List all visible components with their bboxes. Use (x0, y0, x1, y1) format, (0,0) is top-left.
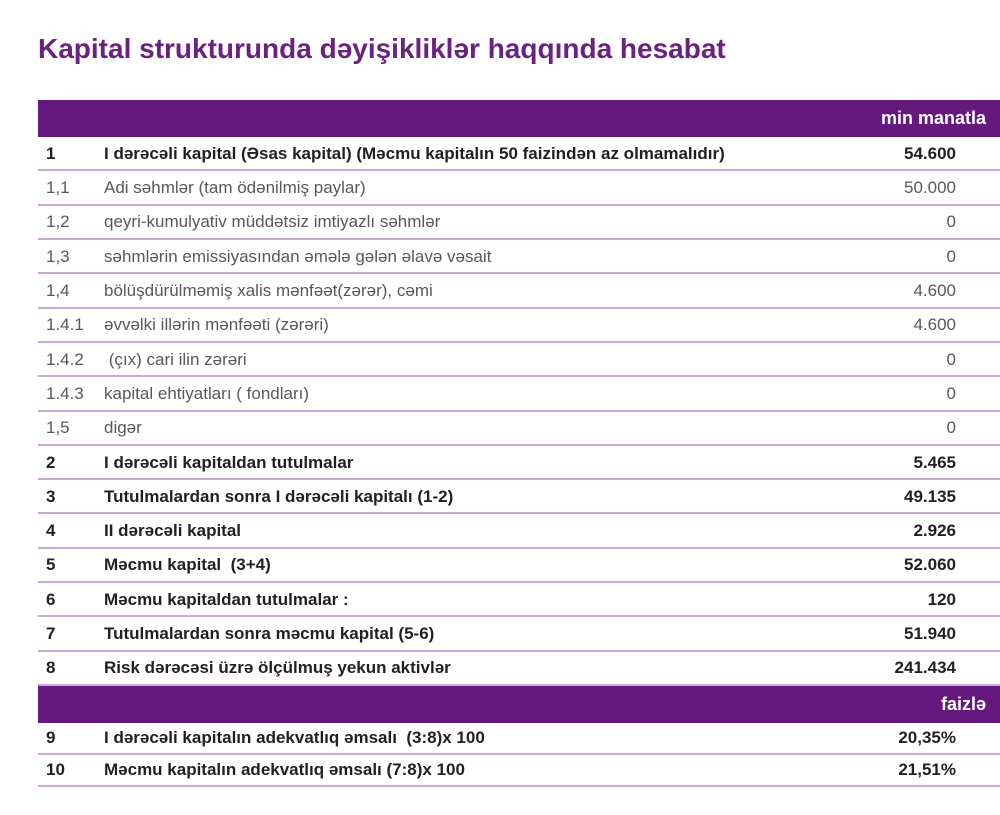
table-row (38, 377, 1000, 411)
row-label: Risk dərəcəsi üzrə ölçülmuş yekun aktivlər (104, 658, 451, 678)
row-number: 10 (46, 760, 65, 780)
table-row (38, 240, 1000, 274)
table-row (38, 274, 1000, 308)
unit-header-bar (38, 100, 1000, 137)
row-number: 1.4.3 (46, 383, 84, 403)
table-row (38, 514, 1000, 548)
row-value: 20,35% (898, 728, 956, 748)
row-number: 2 (46, 452, 56, 472)
row-number: 7 (46, 623, 56, 643)
row-value: 4.600 (913, 315, 956, 335)
row-number: 8 (46, 658, 56, 678)
row-label: səhmlərin emissiyasından əmələ gələn əlavə vəsait (104, 246, 492, 266)
row-value: 241.434 (894, 658, 956, 678)
table-row (38, 309, 1000, 343)
percent-header-label: faizlə (940, 693, 986, 714)
row-value: 50.000 (904, 178, 956, 198)
table-row (38, 583, 1000, 617)
row-label: kapital ehtiyatları ( fondları) (104, 383, 310, 403)
row-value: 52.060 (904, 555, 956, 575)
row-label: I dərəcəli kapitalın adekvatlıq əmsalı (3:8)x 100 (104, 728, 485, 748)
row-value: 49.135 (904, 486, 956, 506)
row-number: 6 (46, 589, 56, 609)
row-value: 21,51% (898, 760, 956, 780)
row-value: 0 (946, 383, 956, 403)
row-label: I dərəcəli kapitaldan tutulmalar (104, 452, 354, 472)
row-label: Adi səhmlər (tam ödənilmiş paylar) (104, 178, 366, 198)
row-number: 3 (46, 486, 56, 506)
row-number: 5 (46, 555, 56, 575)
row-label: Məcmu kapitaldan tutulmalar : (104, 589, 349, 609)
row-number: 1,2 (46, 212, 70, 232)
row-number: 4 (46, 521, 56, 541)
row-label: qeyri-kumulyativ müddətsiz imtiyazlı səhmlər (104, 212, 441, 232)
row-number: 9 (46, 728, 56, 748)
table-row (38, 617, 1000, 651)
row-label: bölüşdürülməmiş xalis mənfəət(zərər), cəmi (104, 281, 433, 301)
row-number: 1 (46, 143, 56, 163)
table-row (38, 343, 1000, 377)
row-label: əvvəlki illərin mənfəəti (zərəri) (104, 315, 329, 335)
row-label: (çıx) cari ilin zərəri (104, 349, 247, 369)
row-value: 0 (946, 246, 956, 266)
table-row (38, 549, 1000, 583)
row-value: 54.600 (904, 143, 956, 163)
unit-header-label: min manatla (880, 108, 986, 129)
page-title: Kapital strukturunda dəyişikliklər haqqında hesabat (38, 33, 726, 64)
row-number: 1,5 (46, 418, 70, 438)
row-label: II dərəcəli kapital (104, 521, 242, 541)
row-label: Tutulmalardan sonra I dərəcəli kapitalı (1-2) (104, 486, 454, 506)
row-value: 0 (946, 212, 956, 232)
main-rows-section (38, 137, 1000, 686)
percent-header-bar (38, 686, 1000, 723)
table-row (38, 412, 1000, 446)
table-row (38, 171, 1000, 205)
row-number: 1.4.2 (46, 349, 84, 369)
row-value: 2.926 (913, 521, 956, 541)
row-value: 51.940 (904, 623, 956, 643)
row-number: 1.4.1 (46, 315, 84, 335)
row-value: 0 (946, 349, 956, 369)
row-value: 4.600 (913, 281, 956, 301)
row-value: 0 (946, 418, 956, 438)
table-row (38, 480, 1000, 514)
capital-structure-table (38, 100, 1000, 787)
table-row (38, 723, 1000, 755)
row-label: I dərəcəli kapital (Əsas kapital) (Məcmu kapitalın 50 faizindən az olmamalıdır) (104, 143, 725, 163)
row-value: 5.465 (913, 452, 956, 472)
row-label: digər (104, 418, 142, 438)
row-label: Məcmu kapitalın adekvatlıq əmsalı (7:8)x 100 (104, 760, 465, 780)
row-number: 1,3 (46, 246, 70, 266)
table-row (38, 446, 1000, 480)
percent-rows-section (38, 723, 1000, 787)
table-row (38, 755, 1000, 787)
table-row (38, 206, 1000, 240)
row-value: 120 (927, 589, 956, 609)
table-row (38, 652, 1000, 686)
row-label: Tutulmalardan sonra məcmu kapital (5-6) (104, 623, 435, 643)
row-number: 1,1 (46, 178, 70, 198)
row-number: 1,4 (46, 281, 70, 301)
row-label: Məcmu kapital (3+4) (104, 555, 271, 575)
table-row (38, 137, 1000, 171)
